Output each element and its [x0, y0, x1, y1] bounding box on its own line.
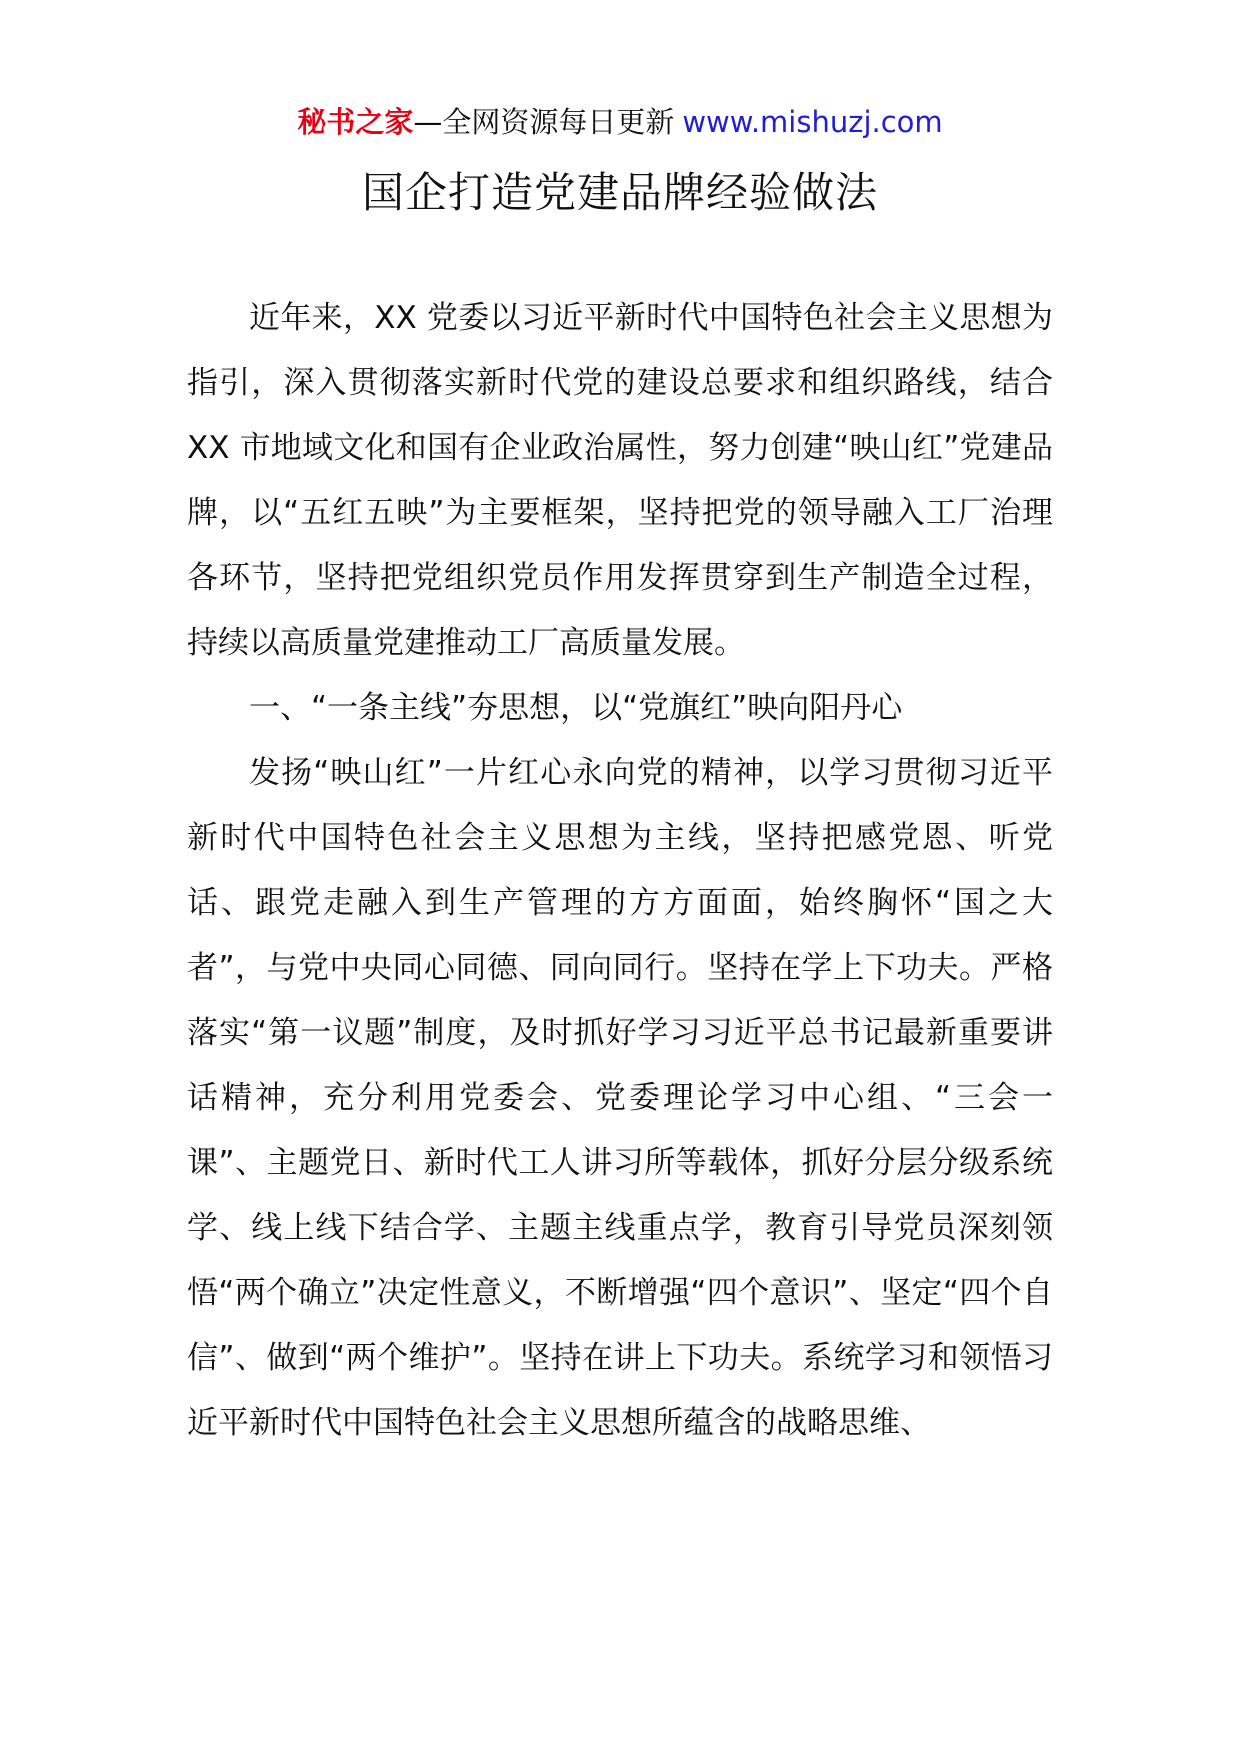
site-header: [0, 100, 1240, 144]
section-heading: 一、“一条主线”夯思想，以“党旗红”映向阳丹心: [249, 690, 903, 726]
document-body: [187, 286, 1053, 1456]
document-title: 国企打造党建品牌经验做法: [361, 168, 878, 217]
site-brand: 秘书之家: [297, 105, 414, 139]
intro-paragraph: 近年来，XX 党委以习近平新时代中国特色社会主义思想为指引，深入贯彻落实新时代党的建设总要求和组织路线，结合 XX 市地域文化和国有企业政治属性，努力创建“映山红”党建品牌，以“五红五映”为主要框架，坚持把党的领导融入工厂治理各环节，坚持把党组织党员作用发挥贯穿到生产制造全过程，持续以高质量党建推动工厂高质量发展。: [187, 300, 1053, 661]
site-url-link[interactable]: www.mishuzj.com: [682, 105, 943, 139]
site-tagline: —全网资源每日更新: [413, 105, 675, 139]
body-paragraph: 发扬“映山红”一片红心永向党的精神，以学习贯彻习近平新时代中国特色社会主义思想为主线，坚持把感党恩、听党话、跟党走融入到生产管理的方方面面，始终胸怀“国之大者”，与党中央同心同德、同向同行。坚持在学上下功夫。严格落实“第一议题”制度，及时抓好学习习近平总书记最新重要讲话精神，充分利用党委会、党委理论学习中心组、“三会一课”、主题党日、新时代工人讲习所等载体，抓好分层分级系统学、线上线下结合学、主题主线重点学，教育引导党员深刻领悟“两个确立”决定性意义，不断增强“四个意识”、坚定“四个自信”、做到“两个维护”。坚持在讲上下功夫。系统学习和领悟习近平新时代中国特色社会主义思想所蕴含的战略思维、: [187, 755, 1053, 1441]
